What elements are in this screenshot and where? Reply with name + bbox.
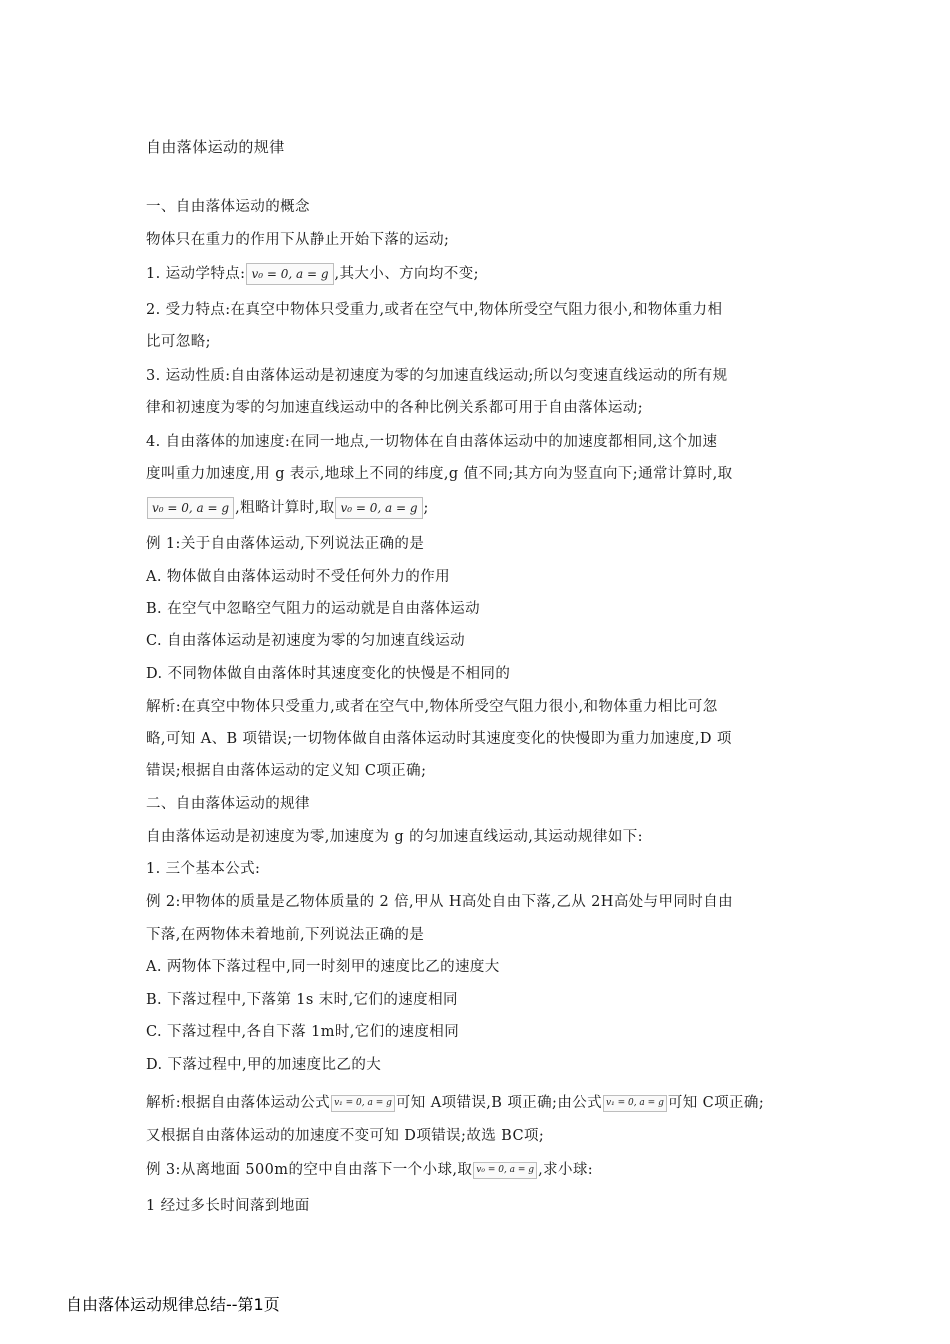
text-span: 下落,在两物体未着地前,下列说法正确的是 — [146, 927, 425, 943]
text-line — [146, 464, 816, 484]
text-line — [146, 497, 816, 519]
text-line — [146, 859, 816, 879]
formula-image: v₀ = 0, a = g — [335, 497, 422, 519]
text-span: 错误;根据自由落体运动的定义知 C项正确; — [146, 763, 427, 779]
text-span: ,粗略计算时,取 — [235, 500, 335, 516]
text-span: 比可忽略; — [146, 334, 211, 350]
text-line — [146, 230, 816, 250]
page-footer: 自由落体运动规律总结--第1页 — [66, 1295, 280, 1314]
text-span: 物体只在重力的作用下从静止开始下落的运动; — [146, 232, 450, 248]
text-span: 又根据自由落体运动的加速度不变可知 D项错误;故选 BC项; — [146, 1128, 545, 1144]
text-line — [146, 664, 816, 684]
page-title: 自由落体运动的规律 — [146, 138, 285, 156]
text-span: ,求小球: — [538, 1162, 594, 1178]
text-span: 1. 运动学特点: — [146, 266, 246, 282]
text-span: C. 自由落体运动是初速度为零的匀加速直线运动 — [146, 633, 465, 649]
text-line — [146, 300, 816, 320]
text-span: 1 经过多长时间落到地面 — [146, 1198, 310, 1214]
text-span: 可知 C项正确; — [667, 1095, 765, 1111]
text-line — [146, 990, 816, 1010]
text-span: B. 在空气中忽略空气阻力的运动就是自由落体运动 — [146, 601, 480, 617]
text-line — [146, 957, 816, 977]
text-line — [146, 263, 816, 285]
text-line — [146, 366, 816, 386]
text-line — [146, 599, 816, 619]
text-span: 3. 运动性质:自由落体运动是初速度为零的匀加速直线运动;所以匀变速直线运动的所有规 — [146, 368, 728, 384]
text-line — [146, 794, 816, 814]
text-line — [146, 332, 816, 352]
text-span: 一、自由落体运动的概念 — [146, 199, 310, 215]
text-span: B. 下落过程中,下落第 1s 末时,它们的速度相同 — [146, 992, 458, 1008]
text-line — [146, 1093, 816, 1113]
text-span: A. 物体做自由落体运动时不受任何外力的作用 — [146, 569, 450, 585]
text-span: 4. 自由落体的加速度:在同一地点,一切物体在自由落体运动中的加速度都相同,这个加速 — [146, 434, 718, 450]
text-span: ,其大小、方向均不变; — [334, 266, 479, 282]
formula-image: v₀ = 0, a = g — [473, 1162, 537, 1179]
text-line — [146, 729, 816, 749]
formula-image: v₁ = 0, a = g — [331, 1095, 395, 1112]
text-line — [146, 1126, 816, 1146]
text-span: 可知 A项错误,B 项正确;由公式 — [395, 1095, 603, 1111]
text-line — [146, 761, 816, 781]
text-line — [146, 398, 816, 418]
text-line — [146, 892, 816, 912]
text-span: C. 下落过程中,各自下落 1m时,它们的速度相同 — [146, 1024, 460, 1040]
text-span: 例 3:从离地面 500m的空中自由落下一个小球,取 — [146, 1162, 473, 1178]
text-line — [146, 567, 816, 587]
text-line — [146, 631, 816, 651]
text-span: D. 不同物体做自由落体时其速度变化的快慢是不相同的 — [146, 666, 511, 682]
text-span: 自由落体运动是初速度为零,加速度为 g 的匀加速直线运动,其运动规律如下: — [146, 829, 643, 845]
text-line — [146, 925, 816, 945]
text-line — [146, 1160, 816, 1180]
text-span: 二、自由落体运动的规律 — [146, 796, 310, 812]
text-line — [146, 1022, 816, 1042]
text-span: ; — [423, 500, 429, 516]
formula-image: v₀ = 0, a = g — [147, 497, 234, 519]
text-line — [146, 534, 816, 554]
text-span: D. 下落过程中,甲的加速度比乙的大 — [146, 1057, 382, 1073]
text-span: 解析:根据自由落体运动公式 — [146, 1095, 331, 1111]
text-line — [146, 197, 816, 217]
text-span: 度叫重力加速度,用 g 表示,地球上不同的纬度,g 值不同;其方向为竖直向下;通常计算时,取 — [146, 466, 733, 482]
text-span: 2. 受力特点:在真空中物体只受重力,或者在空气中,物体所受空气阻力很小,和物体重力相 — [146, 302, 723, 318]
text-span: 律和初速度为零的匀加速直线运动中的各种比例关系都可用于自由落体运动; — [146, 400, 643, 416]
text-line — [146, 432, 816, 452]
text-span: 1. 三个基本公式: — [146, 861, 261, 877]
text-span: 解析:在真空中物体只受重力,或者在空气中,物体所受空气阻力很小,和物体重力相比可忽 — [146, 699, 718, 715]
text-span: A. 两物体下落过程中,同一时刻甲的速度比乙的速度大 — [146, 959, 500, 975]
text-line — [146, 697, 816, 717]
formula-image: v₁ = 0, a = g — [603, 1095, 667, 1112]
text-line — [146, 827, 816, 847]
text-span: 例 2:甲物体的质量是乙物体质量的 2 倍,甲从 H高处自由下落,乙从 2H高处与甲同时自由 — [146, 894, 734, 910]
text-span: 略,可知 A、B 项错误;一切物体做自由落体运动时其速度变化的快慢即为重力加速度,D 项 — [146, 731, 732, 747]
text-line — [146, 1055, 816, 1075]
formula-image: v₀ = 0, a = g — [246, 263, 333, 285]
text-span: 例 1:关于自由落体运动,下列说法正确的是 — [146, 536, 425, 552]
text-line — [146, 1196, 816, 1216]
